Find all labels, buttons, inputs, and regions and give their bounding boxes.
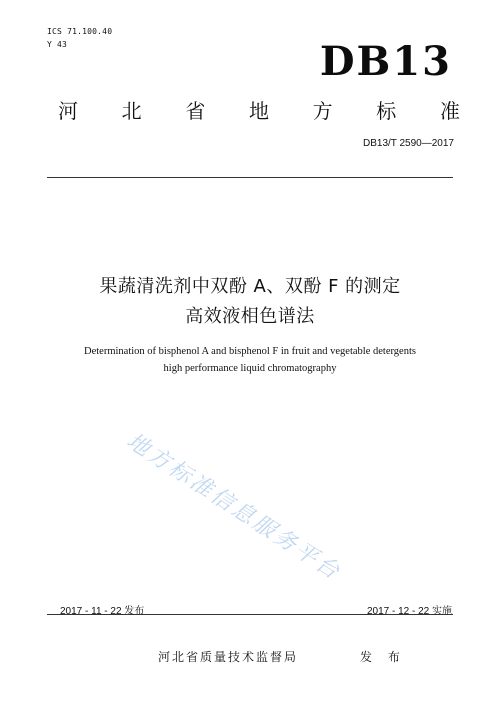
english-title-line1: Determination of bisphenol A and bisphenol F in fruit and vegetable detergents bbox=[84, 346, 416, 357]
issuer-char: 河 bbox=[58, 99, 78, 123]
db13-logo: DB13 bbox=[319, 38, 452, 85]
issuer-char: 标 bbox=[376, 99, 397, 123]
issuer-char: 省 bbox=[185, 99, 206, 123]
watermark-text: 地方标准信息服务平台 bbox=[122, 428, 346, 586]
ccs-code: Y 43 bbox=[47, 40, 68, 49]
chinese-title-line1: 果蔬清洗剂中双酚 A、双酚 F 的测定 bbox=[99, 276, 401, 297]
issuer-char: 准 bbox=[439, 99, 460, 123]
classification-codes bbox=[47, 25, 112, 51]
publisher-name: 河北省质量技术监督局 bbox=[158, 650, 299, 664]
ics-code: ICS 71.100.40 bbox=[47, 27, 113, 36]
implementation-date: 2017 - 12 - 22 实施 bbox=[366, 606, 452, 617]
standard-number: DB13/T 2590—2017 bbox=[363, 138, 454, 149]
bottom-divider bbox=[47, 614, 453, 615]
top-divider bbox=[47, 177, 453, 178]
chinese-title-line2: 高效液相色谱法 bbox=[185, 306, 315, 327]
issuer-heading bbox=[58, 95, 460, 124]
publish-label: 发 布 bbox=[360, 650, 406, 664]
release-date: 2017 - 11 - 22 发布 bbox=[60, 606, 145, 617]
issuer-char: 地 bbox=[248, 99, 269, 123]
issuer-char: 北 bbox=[121, 99, 142, 123]
issuer-char: 方 bbox=[312, 99, 333, 123]
english-title-line2: high performance liquid chromatography bbox=[163, 363, 337, 374]
